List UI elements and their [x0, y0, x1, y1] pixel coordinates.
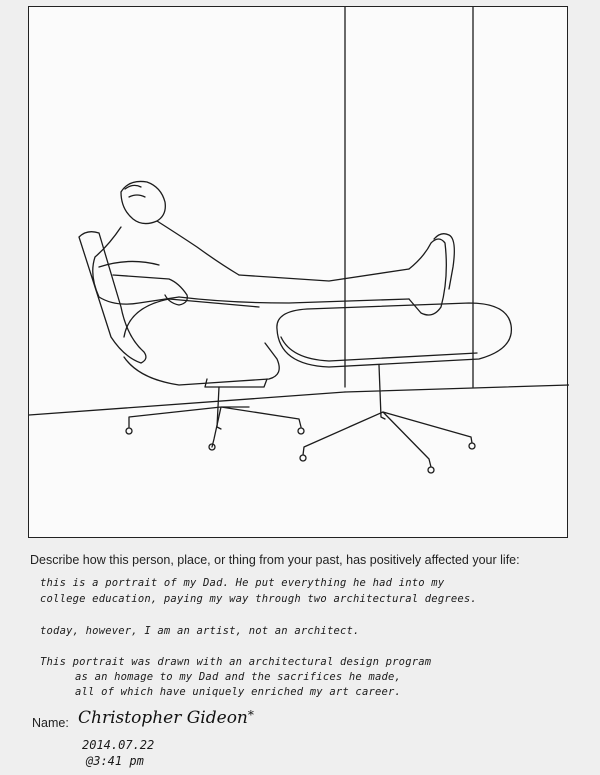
response-line-2: college education, paying my way through two architectural degrees. — [40, 593, 477, 605]
response-line-1: this is a portrait of my Dad. He put everything he had into my — [40, 577, 445, 589]
portrait-illustration — [29, 7, 569, 539]
portrait-frame — [28, 6, 568, 538]
response-line-5: as an homage to my Dad and the sacrifices he made, — [75, 671, 402, 683]
signature — [78, 708, 254, 728]
date: 2014.07.22 — [82, 738, 155, 752]
response-line-3: today, however, I am an artist, not an architect. — [40, 625, 360, 637]
signature-asterisk: * — [247, 708, 254, 722]
name-label: Name: — [32, 716, 69, 730]
response-line-6: all of which have uniquely enriched my art career. — [75, 686, 402, 698]
time: @3:41 pm — [86, 754, 144, 768]
signature-text: Christopher Gideon — [78, 708, 248, 728]
response-line-4: This portrait was drawn with an architectural design program — [40, 656, 432, 668]
question-prompt: Describe how this person, place, or thing from your past, has positively affected your life: — [30, 553, 520, 567]
